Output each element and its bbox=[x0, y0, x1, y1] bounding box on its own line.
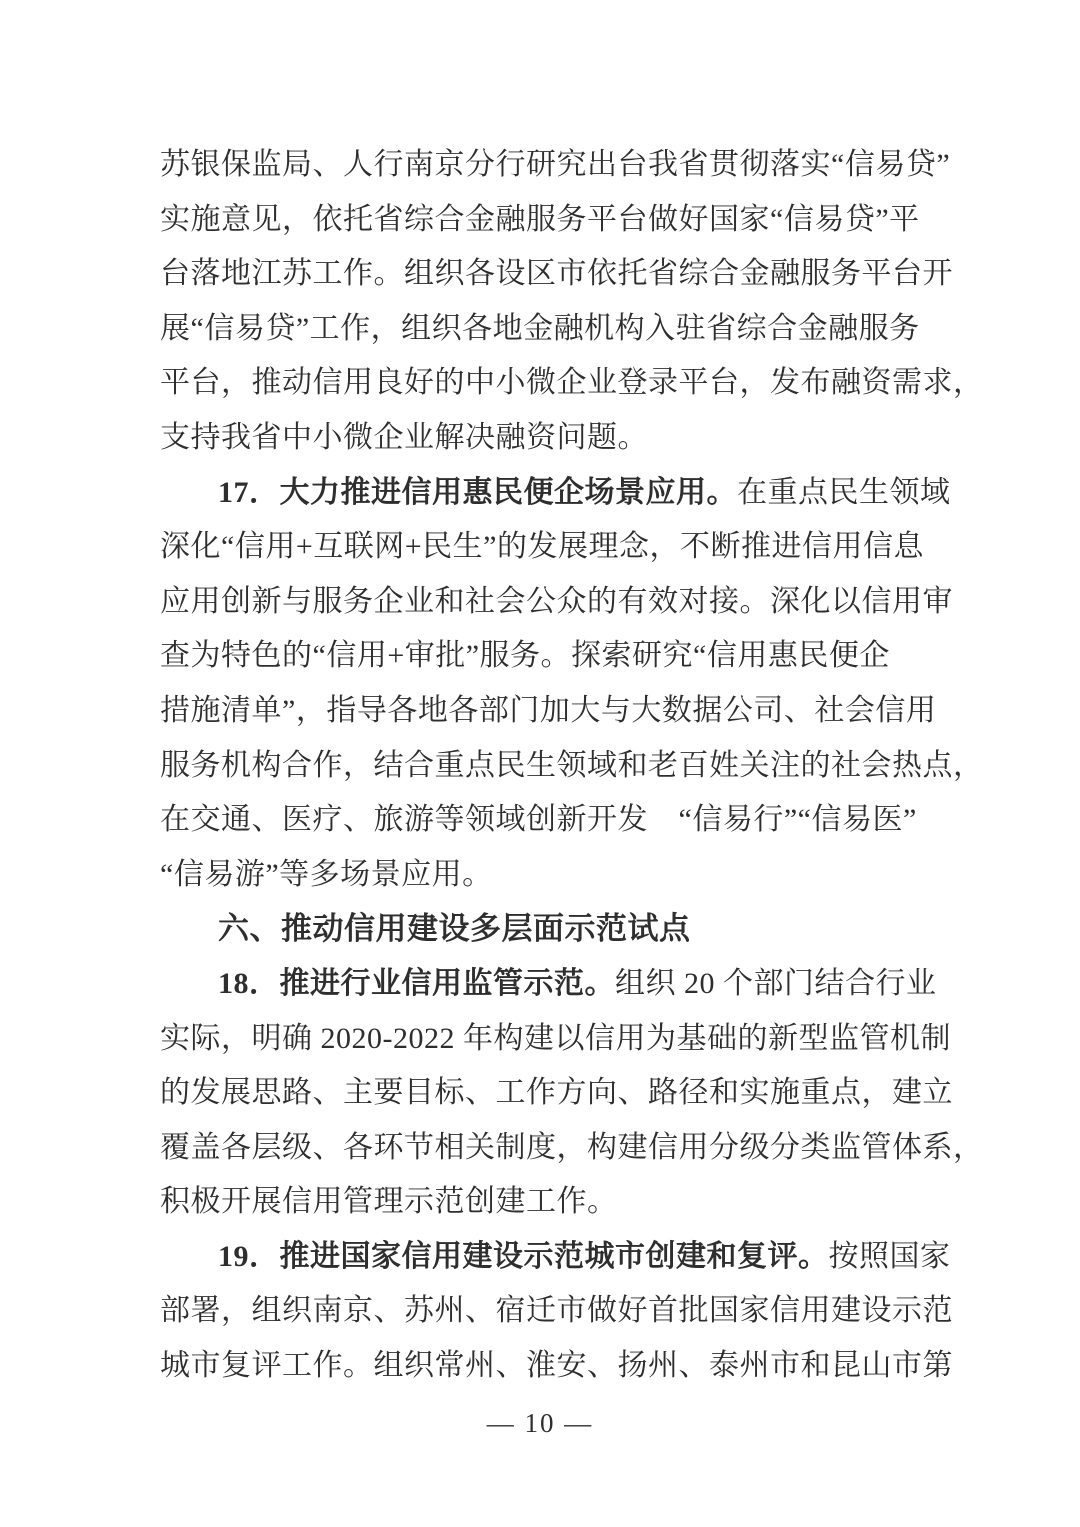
text-line bbox=[160, 1066, 953, 1121]
body-text: 应用创新与服务企业和社会公众的有效对接。深化以信用审 bbox=[160, 584, 953, 618]
section-heading bbox=[160, 902, 940, 957]
text-line bbox=[160, 957, 940, 1012]
text-line bbox=[160, 1175, 940, 1230]
item-title-text: 17．大力推进信用惠民便企场景应用。 bbox=[218, 475, 737, 509]
body-text: 部署，组织南京、苏州、宿迁市做好首批国家信用建设示范 bbox=[160, 1294, 953, 1328]
body-text: 城市复评工作。组织常州、淮安、扬州、泰州市和昆山市第 bbox=[160, 1349, 953, 1383]
body-text: 平台，推动信用良好的中小微企业登录平台，发布融资需求， bbox=[160, 366, 984, 400]
text-line bbox=[160, 793, 940, 848]
page-number: — 10 — bbox=[486, 1408, 594, 1438]
body-text: 实际，明确 2020-2022 年构建以信用为基础的新型监管机制 bbox=[160, 1021, 951, 1055]
text-line bbox=[160, 302, 940, 357]
body-text: 在重点民生领域 bbox=[737, 475, 951, 509]
text-line bbox=[160, 1339, 953, 1394]
item-title-text: 19．推进国家信用建设示范城市创建和复评。 bbox=[218, 1239, 829, 1273]
text-line bbox=[160, 247, 953, 302]
body-text: 积极开展信用管理示范创建工作。 bbox=[160, 1185, 618, 1219]
item-title-text: 18．推进行业信用监管示范。 bbox=[218, 966, 615, 1000]
text-line bbox=[160, 138, 951, 193]
text-line bbox=[160, 1230, 951, 1285]
body-text: 苏银保监局、人行南京分行研究出台我省贯彻落实“信易贷” bbox=[160, 148, 951, 181]
text-line bbox=[160, 1012, 951, 1067]
body-text: 查为特色的“信用+审批”服务。探索研究“信用惠民便企 bbox=[160, 639, 890, 673]
item-title-text: 六、推动信用建设多层面示范试点 bbox=[218, 911, 691, 947]
text-line bbox=[160, 629, 940, 684]
body-text: “信易游”等多场景应用。 bbox=[160, 857, 493, 891]
text-line bbox=[160, 193, 940, 248]
body-text: 深化“信用+互联网+民生”的发展理念，不断推进信用信息 bbox=[160, 530, 924, 564]
text-line bbox=[160, 1121, 984, 1176]
text-line bbox=[160, 575, 953, 630]
text-line bbox=[160, 739, 984, 794]
text-block bbox=[160, 138, 984, 1394]
body-text: 实施意见，依托省综合金融服务平台做好国家“信易贷”平 bbox=[160, 202, 920, 236]
body-text: 台落地江苏工作。组织各设区市依托省综合金融服务平台开 bbox=[160, 257, 953, 291]
text-line bbox=[160, 466, 951, 521]
body-text: 展“信易贷”工作，组织各地金融机构入驻省综合金融服务 bbox=[160, 311, 920, 345]
text-line bbox=[160, 684, 940, 739]
body-text: 服务机构合作，结合重点民生领域和老百姓关注的社会热点， bbox=[160, 748, 984, 782]
body-text: 组织 20 个部门结合行业 bbox=[615, 966, 937, 1000]
text-line bbox=[160, 411, 940, 466]
body-text: 覆盖各层级、各环节相关制度，构建信用分级分类监管体系， bbox=[160, 1130, 984, 1164]
text-line bbox=[160, 520, 940, 575]
body-text: 按照国家 bbox=[828, 1239, 951, 1273]
text-line bbox=[160, 356, 984, 411]
text-line bbox=[160, 1284, 953, 1339]
text-line bbox=[160, 848, 940, 903]
body-text: 措施清单”，指导各地各部门加大与大数据公司、社会信用 bbox=[160, 693, 937, 727]
body-text: 的发展思路、主要目标、工作方向、路径和实施重点，建立 bbox=[160, 1076, 953, 1110]
body-text: 支持我省中小微企业解决融资问题。 bbox=[160, 420, 648, 454]
body-text: 在交通、医疗、旅游等领域创新开发 “信易行”“信易医” bbox=[160, 803, 917, 837]
